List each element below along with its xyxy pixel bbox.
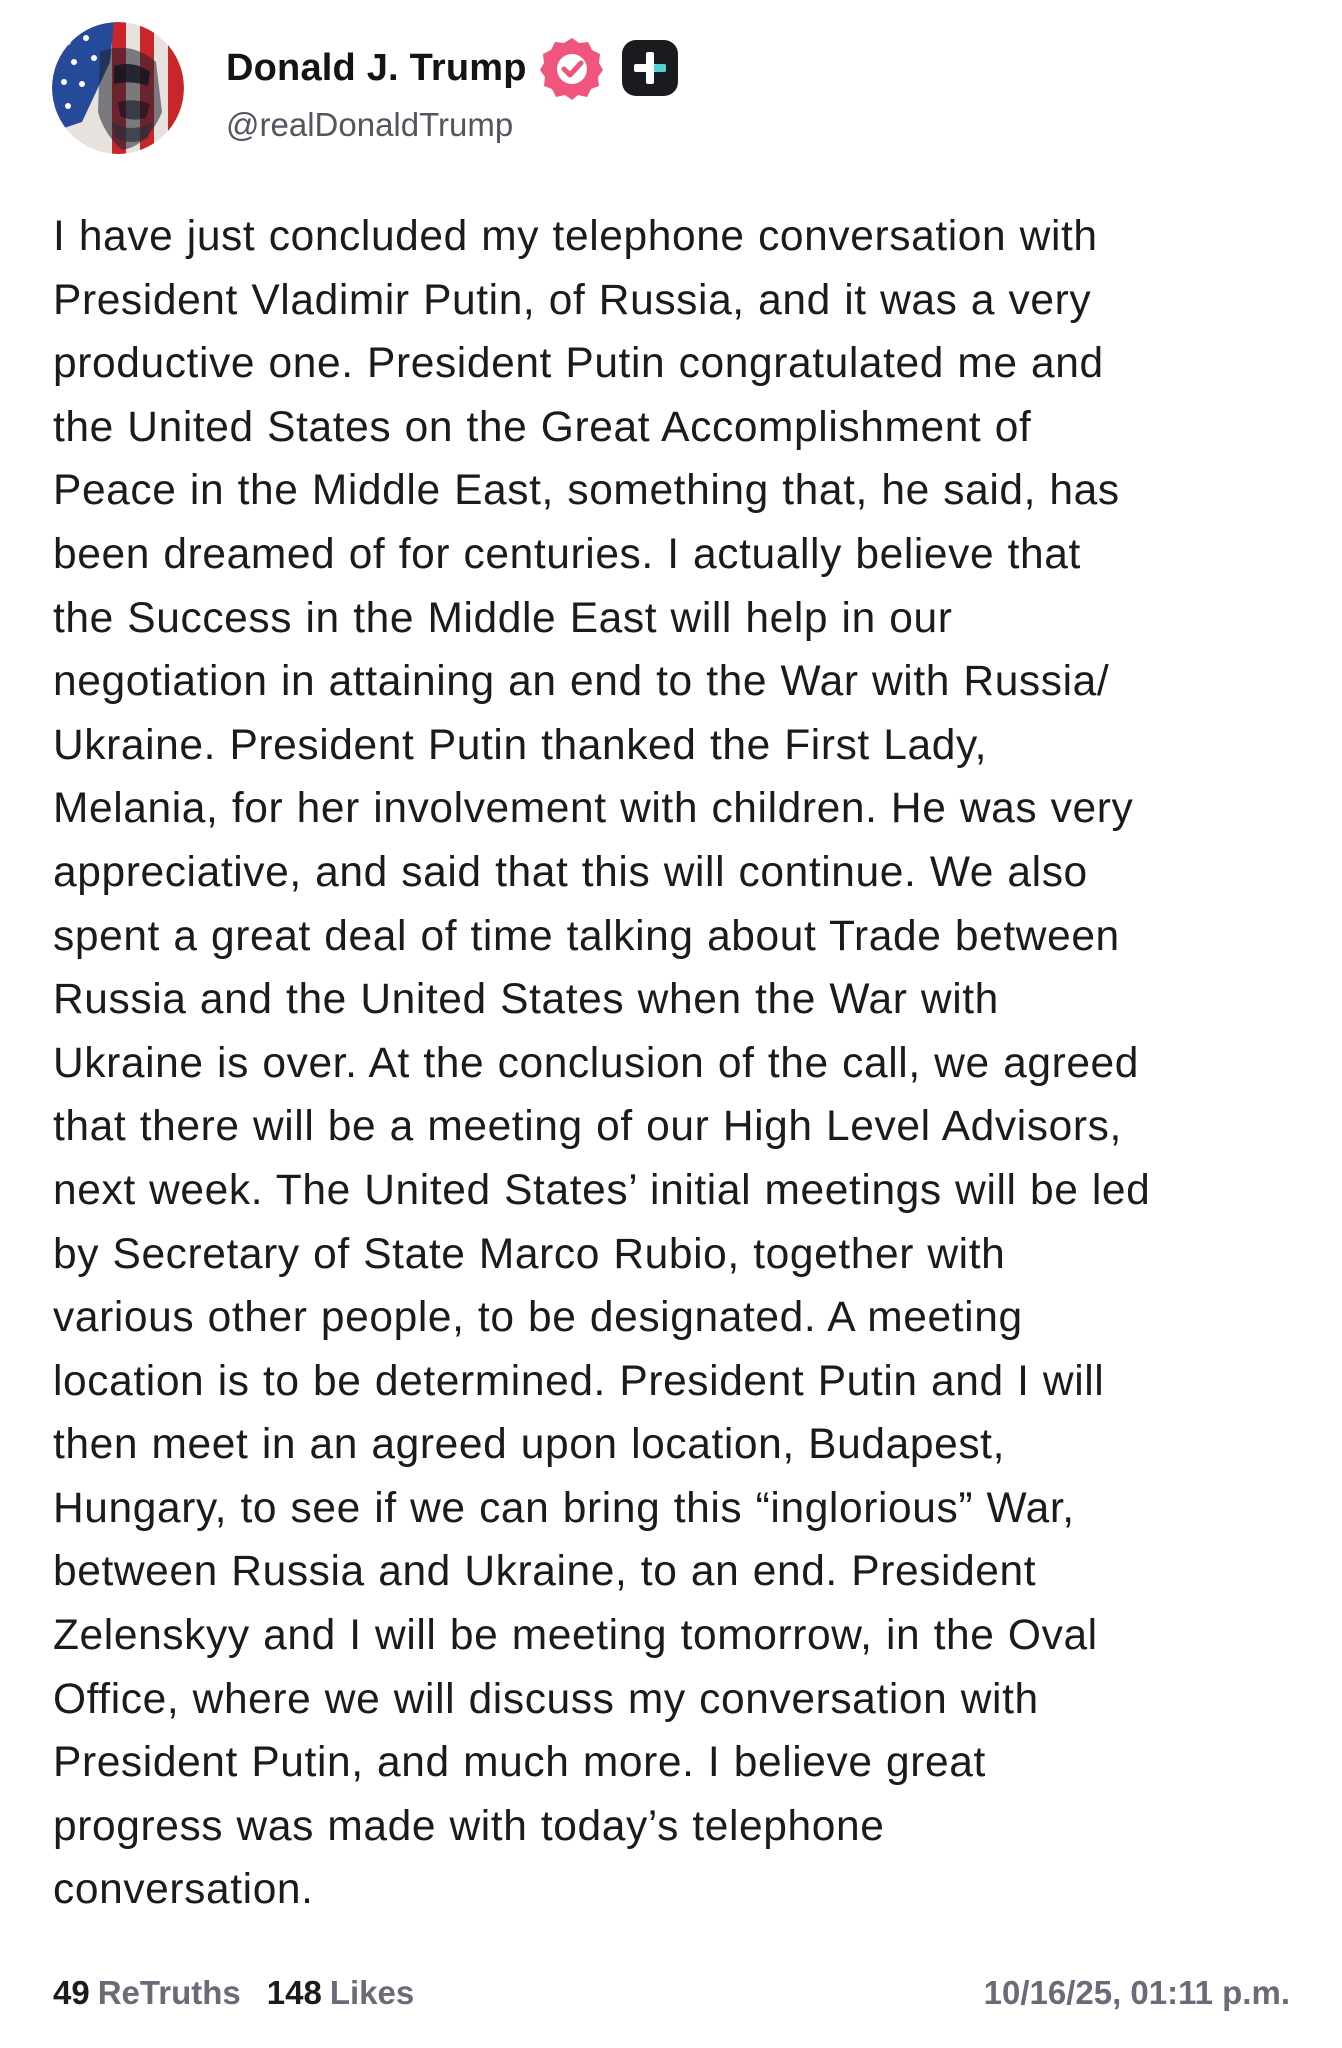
display-name[interactable]: Donald J. Trump (226, 46, 527, 89)
post-footer (53, 1968, 1290, 2018)
retruths-label: ReTruths (97, 1974, 241, 2011)
portrait-flag-avatar-icon (52, 22, 184, 154)
name-row (226, 32, 681, 104)
verified-badge-icon (539, 35, 605, 101)
post-timestamp: 10/16/25, 01:11 p.m. (983, 1974, 1290, 2011)
author-identity (226, 32, 681, 144)
retruths-stat[interactable] (53, 1974, 241, 2012)
user-handle[interactable]: @realDonaldTrump (226, 106, 514, 143)
likes-stat[interactable] (267, 1974, 414, 2012)
post-header (52, 22, 681, 154)
plus-badge-icon (619, 37, 681, 99)
avatar[interactable] (52, 22, 184, 154)
post-stats (53, 1974, 440, 2012)
likes-count: 148 (266, 1974, 322, 2011)
retruths-count: 49 (53, 1974, 90, 2011)
post-body: I have just concluded my telephone conversation with President Vladimir Putin, of Russia, and it was a very productive one. President Putin congratulated me and the United States on the Great Accomplishment of Peace in the Middle East, something that, he said, has been dreamed of for centuries. I actually believe that the Success in the Middle East will help in our negotiation in attaining an end to the War with Russia/ Ukraine. President Putin thanked the First Lady, Melania, for her involvement with children. He was very appreciative, and said that this will continue. We also spent a great deal of time talking about Trade between Russia and the United States when the War with Ukraine is over. At the conclusion of the call, we agreed that there will be a meeting of our High Level Advisors, next week. The United States’ initial meetings will be led by Secretary of State Marco Rubio, together with various other people, to be designated. A meeting location is to be determined. President Putin and I will then meet in an agreed upon location, Budapest, Hungary, to see if we can bring this “inglorious” War, between Russia and Ukraine, to an end. President Zelenskyy and I will be meeting tomorrow, in the Oval Office, where we will discuss my conversation with President Putin, and much more. I believe great progress was made with today’s telephone conversation. (53, 213, 1151, 1914)
likes-label: Likes (329, 1974, 415, 2011)
